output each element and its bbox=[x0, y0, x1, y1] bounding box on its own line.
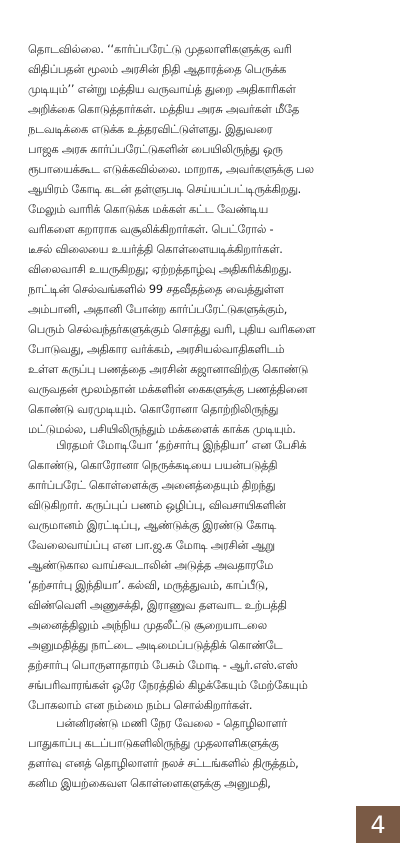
text-line: கனிம இயற்கைவள கொள்ளைகளுக்கு அனுமதி, bbox=[28, 777, 271, 790]
text-line: பாஜக அரசு கார்ப்பரேட்டுகளின் பையிலிருந்து ஒரு bbox=[28, 143, 283, 156]
text-line: ஆயிரம் கோடி கடன் தள்ளுபடி செய்யப்பட்டிருக்கிறது. bbox=[28, 183, 302, 196]
text-line: விண்வெளி அணுசக்தி, இராணுவ தளவாட உற்பத்தி bbox=[28, 599, 287, 612]
text-line: உள்ள கருப்பு பணத்தை அரசின் கஜானாவிற்கு கொண்டு bbox=[28, 363, 308, 376]
paragraph-2 bbox=[28, 436, 372, 716]
text-line: ஆண்டுகால வாய்சவடாலின் அடுத்த அவதாரமே bbox=[28, 559, 273, 572]
text-line: சங்பரிவாரங்கள் ஒரே நேரத்தில் கிழக்கேயும் மேற்கேயும் bbox=[28, 679, 308, 692]
text-line: அனைத்திலும் அந்நிய முதலீட்டு சூறையாடலை bbox=[28, 619, 267, 632]
text-line: தளர்வு எனத் தொழிலாளர் நலச் சட்டங்களில் திருத்தம், bbox=[28, 757, 299, 770]
text-line: போகலாம் என நம்மை நம்ப சொல்கிறார்கள். bbox=[28, 699, 253, 712]
page-number-badge bbox=[356, 806, 400, 843]
text-line: அறிக்கை கொடுத்தார்கள். மத்திய அரசு அவர்கள் மீதே bbox=[28, 103, 300, 116]
text-line: விலைவாசி உயருகிறது; ஏற்றத்தாழ்வு அதிகரிக்கிறது. bbox=[28, 263, 292, 276]
text-line: கொண்டு வரமுடியும். கொரோனா தொற்றிலிருந்து bbox=[28, 403, 279, 416]
text-line: முடியும்’’ என்று மத்திய வருவாய்த் துறை அதிகாரிகள் bbox=[28, 83, 296, 96]
text-line: கொண்டு, கொரோனா நெருக்கடியை பயன்படுத்தி bbox=[28, 459, 278, 472]
text-line: தற்சார்பு பொருளாதாரம் பேசும் மோடி - ஆர்.எஸ்.எஸ் bbox=[28, 659, 298, 672]
paragraph-1 bbox=[28, 40, 372, 440]
text-line: மட்டுமல்ல, பசியிலிருந்தும் மக்களைக் காக்க முடியும். bbox=[28, 423, 296, 436]
text-line: அனுமதித்து நாட்டை அடிமைப்படுத்திக் கொண்டே bbox=[28, 639, 283, 652]
text-line: நாட்டின் செல்வங்களில் 99 சதவீதத்தை வைத்துள்ள bbox=[28, 283, 284, 296]
text-line: அம்பானி, அதானி போன்ற கார்ப்பரேட்டுகளுக்கும், bbox=[28, 303, 288, 316]
text-line: ரூபாயைக்கூட எடுக்கவில்லை. மாறாக, அவர்களுக்கு பல bbox=[28, 163, 314, 176]
text-line: வருவதன் மூலம்தான் மக்களின் கைகளுக்கு பணத்தினை bbox=[28, 383, 308, 396]
text-line: விடுகிறார். கருப்புப் பணம் ஒழிப்பு, விவசாயிகளின் bbox=[28, 499, 286, 512]
text-line: பிரதமர் மோடியோ ‘தற்சார்பு இந்தியா’ என பேசிக் bbox=[56, 439, 307, 452]
text-line: மேலும் வாரிக் கொடுக்க மக்கள் கட்ட வேண்டிய bbox=[28, 203, 268, 216]
text-line: ‘தற்சார்பு இந்தியா’. கல்வி, மருத்துவம், காப்பீடு, bbox=[28, 579, 269, 592]
paragraph-3 bbox=[28, 714, 372, 794]
text-line: வருமானம் இரட்டிப்பு, ஆண்டுக்கு இரண்டு கோடி bbox=[28, 519, 276, 532]
text-line: வரிகளை கறாராக வசூலிக்கிறார்கள். பெட்ரோல் - bbox=[28, 223, 274, 236]
text-line: தொடவில்லை. ‘‘கார்ப்பரேட்டு முதலாளிகளுக்கு வரி bbox=[28, 43, 292, 56]
text-line: விதிப்பதன் மூலம் அரசின் நிதி ஆதாரத்தை பெருக்க bbox=[28, 63, 287, 76]
text-line: டீசல் விலையை உயர்த்தி கொள்ளையடிக்கிறார்கள். bbox=[28, 243, 283, 256]
text-line: பெரும் செல்வந்தர்களுக்கும் சொத்து வரி, புதிய வரிகளை bbox=[28, 323, 316, 336]
text-line: வேலைவாய்ப்பு என பா.ஜ.க மோடி அரசின் ஆறு bbox=[28, 539, 275, 552]
text-line: பன்னிரண்டு மணி நேர வேலை - தொழிலாளர் bbox=[56, 717, 288, 730]
text-line: போடுவது, அதிகார வர்க்கம், அரசியல்வாதிகளிடம் bbox=[28, 343, 285, 356]
text-line: பாதுகாப்பு கடப்பாடுகளிலிருந்து முதலாளிகளுக்கு bbox=[28, 737, 279, 750]
text-line: கார்ப்பரேட் கொள்ளைக்கு அனைத்தையும் திறந்து bbox=[28, 479, 276, 492]
page-number: 4 bbox=[370, 810, 386, 839]
text-line: நடவடிக்கை எடுக்க உத்தரவிட்டுள்ளது. இதுவரை bbox=[28, 123, 273, 136]
